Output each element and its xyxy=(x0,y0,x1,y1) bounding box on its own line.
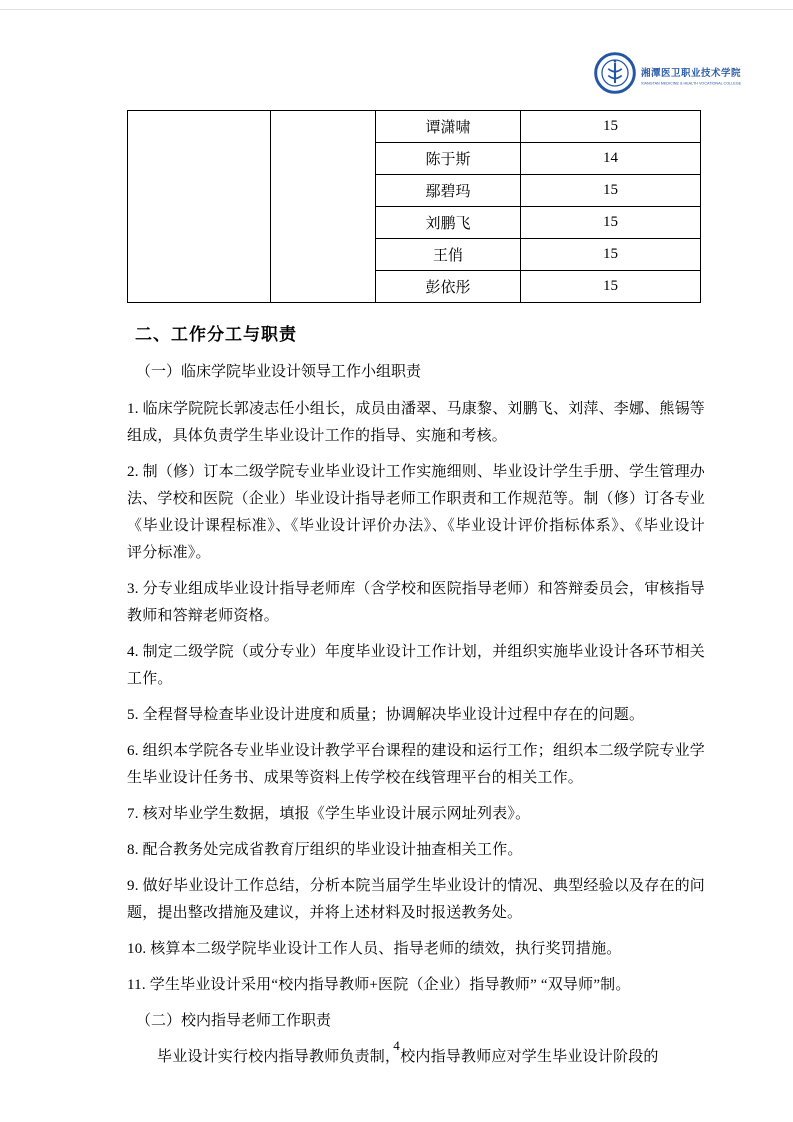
subsection1-title: （一）临床学院毕业设计领导工作小组职责 xyxy=(136,364,422,380)
duty-item: 3. 分专业组成毕业设计指导老师库（含学校和医院指导老师）和答辩委员会，审核指导教师和答辩老师资格。 xyxy=(127,581,706,624)
empty-merged-cell xyxy=(128,111,271,303)
college-name-en: XIANGTAN MEDICINE & HEALTH VOCATIONAL COLLEGE xyxy=(641,81,742,86)
college-logo-text xyxy=(641,65,793,87)
table-row xyxy=(128,111,701,143)
student-name-cell: 鄢碧玛 xyxy=(376,175,521,207)
student-name-cell: 彭依彤 xyxy=(376,271,521,303)
student-score-cell: 15 xyxy=(521,111,701,143)
student-name-cell: 刘鹏飞 xyxy=(376,207,521,239)
duty-item: 4. 制定二级学院（或分专业）年度毕业设计工作计划，并组织实施毕业设计各环节相关工作。 xyxy=(127,644,706,687)
student-score-cell: 15 xyxy=(521,271,701,303)
student-name-cell: 陈于斯 xyxy=(376,143,521,175)
duty-item: 6. 组织本学院各专业毕业设计教学平台课程的建设和运行工作；组织本二级学院专业学生毕业设计任务书、成果等资料上传学校在线管理平台的相关工作。 xyxy=(127,743,706,786)
student-score-cell: 15 xyxy=(521,175,701,207)
page-number: 4 xyxy=(393,1038,400,1053)
student-score-cell: 15 xyxy=(521,239,701,271)
student-score-cell: 15 xyxy=(521,207,701,239)
student-name-cell: 谭潇啸 xyxy=(376,111,521,143)
student-score-cell: 14 xyxy=(521,143,701,175)
duty-item: 7. 核对毕业学生数据，填报《学生毕业设计展示网址列表》。 xyxy=(127,806,531,822)
duty-item: 11. 学生毕业设计采用“校内指导教师+医院（企业）指导教师” “双导师”制。 xyxy=(127,977,631,993)
college-logo xyxy=(594,52,742,99)
subsection2-title: （二）校内指导老师工作职责 xyxy=(136,1013,332,1029)
duty-item: 1. 临床学院院长郭凌志任小组长，成员由潘翠、马康黎、刘鹏飞、刘萍、李娜、熊锡等组成，具体负责学生毕业设计工作的指导、实施和考核。 xyxy=(127,401,706,444)
duty-list xyxy=(127,396,705,999)
section-title: 二、工作分工与职责 xyxy=(135,325,297,344)
college-emblem-icon xyxy=(594,52,636,99)
duty-item: 8. 配合教务处完成省教育厅组织的毕业设计抽查相关工作。 xyxy=(127,842,523,858)
score-table xyxy=(127,110,701,303)
college-name-cn: 湘潭医卫职业技术学院 xyxy=(641,68,742,79)
empty-merged-cell xyxy=(271,111,376,303)
duty-item: 5. 全程督导检查毕业设计进度和质量；协调解决毕业设计过程中存在的问题。 xyxy=(127,707,645,723)
duty-item: 2. 制（修）订本二级学院专业毕业设计工作实施细则、毕业设计学生手册、学生管理办法、学校和医院（企业）毕业设计指导老师工作职责和工作规范等。制（修）订各专业《毕业设计课程标准》、《毕业设计评价办法》、《毕业设计评价指标体系》、《毕业设计评分标准》。 xyxy=(127,464,706,561)
duty-item: 9. 做好毕业设计工作总结，分析本院当届学生毕业设计的情况、典型经验以及存在的问题，提出整改措施及建议，并将上述材料及时报送教务处。 xyxy=(127,878,706,921)
page-edge-line xyxy=(0,9,793,10)
student-name-cell: 王俏 xyxy=(376,239,521,271)
subsection2-body: 毕业设计实行校内指导教师负责制，校内指导教师应对学生毕业设计阶段的 xyxy=(157,1049,659,1065)
duty-item: 10. 核算本二级学院毕业设计工作人员、指导老师的绩效，执行奖罚措施。 xyxy=(127,941,622,957)
document-content xyxy=(127,110,705,1071)
